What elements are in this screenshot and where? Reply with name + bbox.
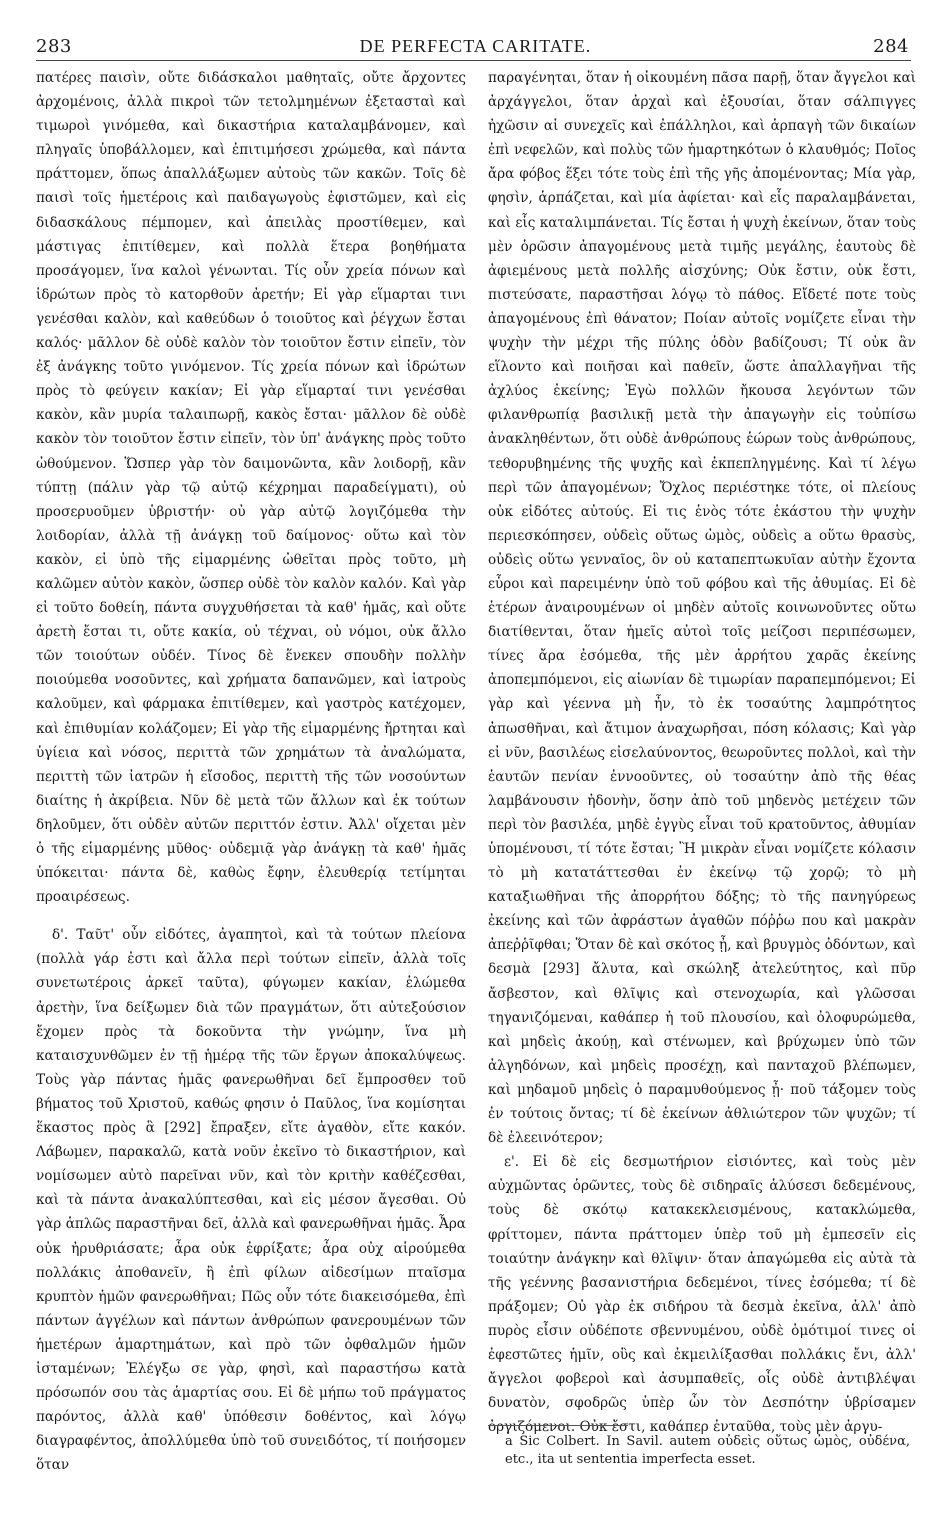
left-column	[36, 66, 466, 1477]
section-4-paragraph: δ'. Ταῦτ' οὖν εἰδότες, ἀγαπητοὶ, καὶ τὰ τούτων πλείονα (πολλὰ γάρ ἐστι καὶ ἄλλα περὶ τούτων εἰπεῖν, ἀλλὰ τοῖς συνετωτέροις ἀρκεῖ ταῦτα), φύγωμεν κακίαν, ἑλώμεθα ἀρετὴν, ἵνα δείξωμεν διὰ τῶν πραγμάτων, ὅτι αὐτεξούσιον ἔχομεν πρὸς τὰ δοκοῦντα τὴν γνώμην, ἵνα μὴ καταισχυνθῶμεν ἐν τῇ ἡμέρᾳ τῆς τῶν ἔργων ἀποκαλύψεως. Τοὺς γὰρ πάντας ἡμᾶς φανερωθῆναι δεῖ ἔμπροσθεν τοῦ βήματος τοῦ Χριστοῦ, καθώς φησιν ὁ Παῦλος, ἵνα κομίσηται ἕκαστος πρὸς ἃ [292] ἔπραξεν, εἴτε ἀγαθὸν, εἴτε κακόν. Λάβωμεν, παρακαλῶ, κατὰ νοῦν ἐκεῖνο τὸ δικαστήριον, καὶ νομίσωμεν αὐτὸ παρεῖναι νῦν, καὶ τὸν κριτὴν καθέζεσθαι, καὶ τὰ πάντα ἀνακαλύπτεσθαι, καὶ εἰς μέσον ἄγεσθαι. Οὐ γὰρ ἁπλῶς παραστῆναι δεῖ, ἀλλὰ καὶ φανερωθῆναι ἡμᾶς. Ἆρα οὐκ ἠρυθριάσατε; ἆρα οὐκ ἐφρίξατε; ἆρα οὐχ αἱρούμεθα πολλάκις ἀποθανεῖν, ἢ ἐπὶ φίλων αἰδεσίμων πταῖσμα κρυπτὸν ἡμῶν φανερωθῆναι; Πῶς οὖν τότε διακεισόμεθα, ἐπὶ πάντων ἀγγέλων καὶ πάντων ἀνθρώπων φανερουμένων τῶν ἡμετέρων ἁμαρτημάτων, καὶ πρὸ τῶν ὀφθαλμῶν ἡμῶν ἱσταμένων; Ἐλέγξω σε γὰρ, φησὶ, καὶ παραστήσω κατὰ πρόσωπόν σου τὰς ἁμαρτίας σου. Εἰ δὲ μήπω τοῦ πράγματος παρόντος, ἀλλὰ καθ' ὑπόθεσιν δοθέντος, καὶ λόγῳ διαγραφέντος, ἀπολλύμεθα ὑπὸ τοῦ συνειδότος, τί ποιήσομεν ὅταν	[36, 927, 466, 1474]
footnote-rule	[488, 1425, 628, 1426]
paragraph-continuation: πατέρες παισὶν, οὔτε διδάσκαλοι μαθηταῖς, οὔτε ἄρχοντες ἀρχομένοις, ἀλλὰ πικροὶ τῶν τετολμημένων ἐξετασταὶ καὶ τιμωροὶ γινόμεθα, καὶ δικαστήρια καταλαμβάνομεν, καὶ πληγαῖς ὑποβάλλομεν, καὶ ἐπιτιμήσεσι χρώμεθα, καὶ πάντα πράττομεν, ὅπως ἀπαλλάξωμεν αὐτοὺς τῶν κακῶν. Τοῖς δὲ παισὶ τοῖς ἡμετέροις καὶ παιδαγωγοὺς ἐφιστῶμεν, καὶ εἰς διδασκάλους πέμπομεν, καὶ ἀπειλὰς προστίθεμεν, καὶ μάστιγας ἐπιτίθεμεν, καὶ πολλὰ ἕτερα βοηθήματα προσάγομεν, ἵνα καλοὶ γένωνται. Τίς οὖν χρεία πόνων καὶ ἱδρώτων πρὸς τὸ κατορθοῦν ἀρετήν; Εἰ γὰρ εἵμαρται τινι γενέσθαι καλὸν, καὶ καθεύδων ὁ τοιοῦτος καὶ ῥέγχων ἔσται καλός· μᾶλλον δὲ οὐδὲ καλὸν τὸν τοιοῦτον ἔστιν εἰπεῖν, τὸν ἐξ ἀνάγκης τοῦτο γινόμενον. Τίς χρεία πόνων καὶ ἱδρώτων πρὸς τὸ φεύγειν κακίαν; Εἰ γὰρ εἵμαρταί τινι γενέσθαι κακὸν, κἂν μυρία ταλαιπωρῇ, κακὸς ἔσται· μᾶλλον δὲ οὐδὲ κακὸν τὸν τοιοῦτον ἔστιν εἰπεῖν, τὸν ὑπ' ἀνάγκης πρὸς τοῦτο ὠθούμενον. Ὥσπερ γὰρ τὸν δαιμονῶντα, κἂν λοιδορῇ, κἂν τύπτῃ (πάλιν γὰρ τῷ αὐτῷ κέχρημαι παραδείγματι), οὐ προσερυοῦμεν ὑβριστήν· οὐ γὰρ αὐτῷ λογιζόμεθα τὴν λοιδορίαν, ἀλλὰ τῇ ἀνάγκῃ τοῦ δαίμονος· οὕτω καὶ τὸν κακὸν, εἰ ὑπὸ τῆς εἱμαρμένης ὠθεῖται πρὸς τοῦτο, μὴ καλῶμεν αὐτὸν κακὸν, ὥσπερ οὐδὲ τὸν καλὸν καλόν. Καὶ γὰρ εἰ τοῦτο δοθείη, πάντα συγχυθήσεται τὰ καθ' ἡμᾶς, καὶ οὔτε ἀρετὴ ἔσται τι, οὔτε κακία, οὐ τέχναι, οὐ νόμοι, οὐκ ἄλλο τῶν τοιούτων οὐδέν. Τίνος δὲ ἕνεκεν σπουδὴν πολλὴν ποιούμεθα νοσοῦντες, καὶ χρήματα δαπανῶμεν, καὶ ἰατροὺς καλοῦμεν, καὶ φάρμακα ἐπιτίθεμεν, καὶ γαστρὸς κατέχομεν, καὶ ἐπιθυμίαν κολάζομεν; Εἰ γὰρ τῆς εἱμαρμένης ἤρτηται καὶ ὑγίεια καὶ νόσος, περιττὰ τῶν χρημάτων τὰ ἀναλώματα, περιττὴ τῶν ἰατρῶν ἡ εἴσοδος, περιττὴ τῆς τῶν νοσούντων διαίτης ἡ ἀκρίβεια. Νῦν δὲ μετὰ τῶν ἄλλων καὶ ἐκ τούτων δηλοῦμεν, ὅτι οὐδὲν αὐτῶν περιττόν ἐστιν. Ἀλλ' οἴχεται μὲν ὁ τῆς εἱμαρμένης μῦθος· οὐδεμιᾷ γὰρ ἀνάγκῃ τὰ καθ' ἡμᾶς ὑπόκειται· πάντα δὲ, καθὼς ἔφην, ἐλευθερίᾳ τετίμηται προαιρέσεως.	[36, 70, 466, 906]
running-title: DE PERFECTA CARITATE.	[359, 36, 592, 56]
right-column	[488, 66, 916, 1439]
footnote: a Sic Colbert. In Savil. autem οὐδεὶς οὕτως ὠμὸς, οὐδένα, etc., ita ut sententia imperfecta esset.	[505, 1434, 910, 1467]
header-rule	[36, 60, 911, 61]
section-5-paragraph: ε'. Εἰ δὲ εἰς δεσμωτήριον εἰσιόντες, καὶ τοὺς μὲν αὐχμῶντας ὁρῶντες, τοὺς δὲ σιδηραῖς ἁλύσεσι δεδεμένους, τοὺς δὲ σκότῳ κατακεκλεισμένους, κατακλώμεθα, φρίττομεν, πάντα πράττομεν ὑπὲρ τοῦ μὴ ἐμπεσεῖν εἰς τοιαύτην ἀνάγκην καὶ θλῖψιν· ὅταν ἀπαγώμεθα εἰς αὐτὰ τὰ τῆς γεέννης βασανιστήρια δεδεμένοι, τίνες ἐσόμεθα; τί δὲ πράξομεν; Οὐ γὰρ ἐκ σιδήρου τὰ δεσμὰ ἐκεῖνα, ἀλλ' ἀπὸ πυρὸς εἶσιν οὐδέποτε σβεννυμένου, οὐδὲ ὁμότιμοί τινες οἱ ἐφεστῶτες ἡμῖν, οὓς καὶ ἐκμειλίξασθαι πολλάκις ἔνι, ἀλλ' ἄγγελοι φοβεροὶ καὶ ἀσυμπαθεῖς, οἷς οὐδὲ ἀντιβλέψαι δυνατὸν, σφοδρῶς ὑπὲρ ὧν τὸν Δεσπότην ὑβρίσαμεν ὀργιζόμενοι. Οὐκ ἔστι, καθάπερ ἐνταῦθα, τοὺς μὲν ἀργυ-	[488, 1154, 916, 1436]
page-number-left: 283	[36, 36, 72, 57]
paragraph-continuation-right: παραγένηται, ὅταν ἡ οἰκουμένη πᾶσα παρῇ, ὅταν ἄγγελοι καὶ ἀρχάγγελοι, ὅταν ἀρχαὶ καὶ ἐξουσίαι, ὅταν σάλπιγγες ἠχῶσιν αἱ συνεχεῖς καὶ ἐπάλληλοι, καὶ ἁρπαγὴ τῶν δικαίων ἐπὶ νεφελῶν, καὶ πολὺς τῶν ἡμαρτηκότων ὁ κλαυθμός; Ποῖος ἄρα φόβος ἕξει τότε τοὺς ἐπὶ τῆς γῆς ἀπομένοντας; Μία γὰρ, φησὶν, ἁρπάζεται, καὶ μία ἀφίεται· καὶ εἷς παραλαμβάνεται, καὶ εἷς καταλιμπάνεται. Τίς ἔσται ἡ ψυχὴ ἐκείνων, ὅταν τοὺς μὲν ὁρῶσιν ἀπαγομένους μετὰ τιμῆς μεγάλης, ἑαυτοὺς δὲ ἀφιεμένους μετὰ πολλῆς αἰσχύνης; Οὐκ ἔστιν, οὐκ ἔστι, πιστεύσατε, παραστῆσαι λόγῳ τὸ πάθος. Εἴδετέ ποτε τοὺς ἀπαγομένους ἐπὶ θάνατον; Ποίαν αὐτοῖς νομίζετε εἶναι τὴν ψυχὴν τὴν μέχρι τῆς πύλης ὁδὸν βαδίζουσι; Τί οὐκ ἂν εἵλοντο καὶ ποιῆσαι καὶ παθεῖν, ὥστε ἀπαλλαγῆναι τῆς ἀχλύος ἐκείνης; Ἐγὼ πολλῶν ἤκουσα λεγόντων τῶν φιλανθρωπίᾳ βασιλικῇ μετὰ τὴν ἀπαγωγὴν εἰς τοὐπίσω ἀνακληθέντων, ὅτι οὐδὲ ἀνθρώπους ἑώρων τοὺς ἀνθρώπους, τεθορυβημένης τῆς ψυχῆς καὶ ἐκπεπληγμένης. Καὶ τί λέγω περὶ τῶν ἀπαγομένων; Ὄχλος περιέστηκε τότε, οἱ πλείους οὐκ εἰδότες αὐτούς. Εἰ τις ἑνὸς τότε ἑκάστου τὴν ψυχὴν περιεσκόπησεν, οὐδεὶς οὕτως ὠμὸς, οὐδεὶς a οὕτω θρασὺς, οὐδεὶς οὕτω γενναῖος, ὃν οὐ καταπεπτωκυῖαν αὐτὴν ἔχοντα εὗροι καὶ παρειμένην ὑπὸ τοῦ φόβου καὶ τῆς ἀθυμίας. Εἰ δὲ ἑτέρων ἀναιρουμένων οἱ μηδὲν αὐτοῖς κοινωνοῦντες οὕτω διατίθενται, ὅταν ἡμεῖς αὐτοὶ τοῖς μείζοσι περιπέσωμεν, τίνες ἄρα ἐσόμεθα, τῆς μὲν ἀρρήτου χαρᾶς ἐκείνης ἀποπεμπόμενοι, εἰς αἰωνίαν δὲ τιμωρίαν παραπεμπόμενοι; Εἰ γὰρ καὶ γέεννα μὴ ἦν, τὸ ἐκ τοσαύτης λαμπρότητος ἀπωσθῆναι, καὶ ἄτιμον ἀναχωρῆσαι, πόση κόλασις; Καὶ γὰρ εἰ νῦν, βασιλέως εἰσελαύνοντος, θεωροῦντες πολλοὶ, καὶ τὴν ἑαυτῶν πενίαν ἐννοοῦντες, οὐ τοσαύτην ἀπὸ τῆς θέας λαμβάνουσιν ἡδονὴν, ὅσην ἀπὸ τοῦ μηδενὸς μετέχειν τῶν περὶ τὸν βασιλέα, μηδὲ ἐγγὺς εἶναι τοῦ κρατοῦντος, ἀθυμίαν ὑπομένουσι, τί τότε ἔσται; Ἢ μικρὰν εἶναι νομίζετε κόλασιν τὸ μὴ κατατάττεσθαι ἐν ἐκείνῳ τῷ χορῷ; τὸ μὴ καταξιωθῆναι τῆς ἀπορρήτου δόξης; τὸ τῆς πανηγύρεως ἐκείνης καὶ τῶν ἀφράστων ἀγαθῶν πόῤῥω που καὶ μακρὰν ἀπεῤῥῖφθαι; Ὅταν δὲ καὶ σκότος ᾖ, καὶ βρυγμὸς ὀδόντων, καὶ δεσμὰ [293] ἄλυτα, καὶ σκώληξ ἀτελεύτητος, καὶ πῦρ ἄσβεστον, καὶ θλῖψις καὶ στενοχωρία, καὶ γλῶσσαι τηγανιζόμεναι, καθάπερ ἡ τοῦ πλουσίου, καὶ ὀλοφυρώμεθα, καὶ μηδεὶς ἀκούῃ, καὶ στένωμεν, καὶ βρύχωμεν ὑπὸ τῶν ἀλγηδόνων, καὶ μηδεὶς προσέχῃ, καὶ πανταχοῦ βλέπωμεν, καὶ μηδαμοῦ μηδεὶς ὁ παραμυθούμενος ᾖ· ποῦ τάξομεν τοὺς ἐν τούτοις ὄντας; τί δὲ ἐκείνων ἀθλιώτερον τῶν ψυχῶν; τί δὲ ἐλεεινότερον;	[488, 70, 916, 1147]
page-number-right: 284	[873, 36, 909, 57]
